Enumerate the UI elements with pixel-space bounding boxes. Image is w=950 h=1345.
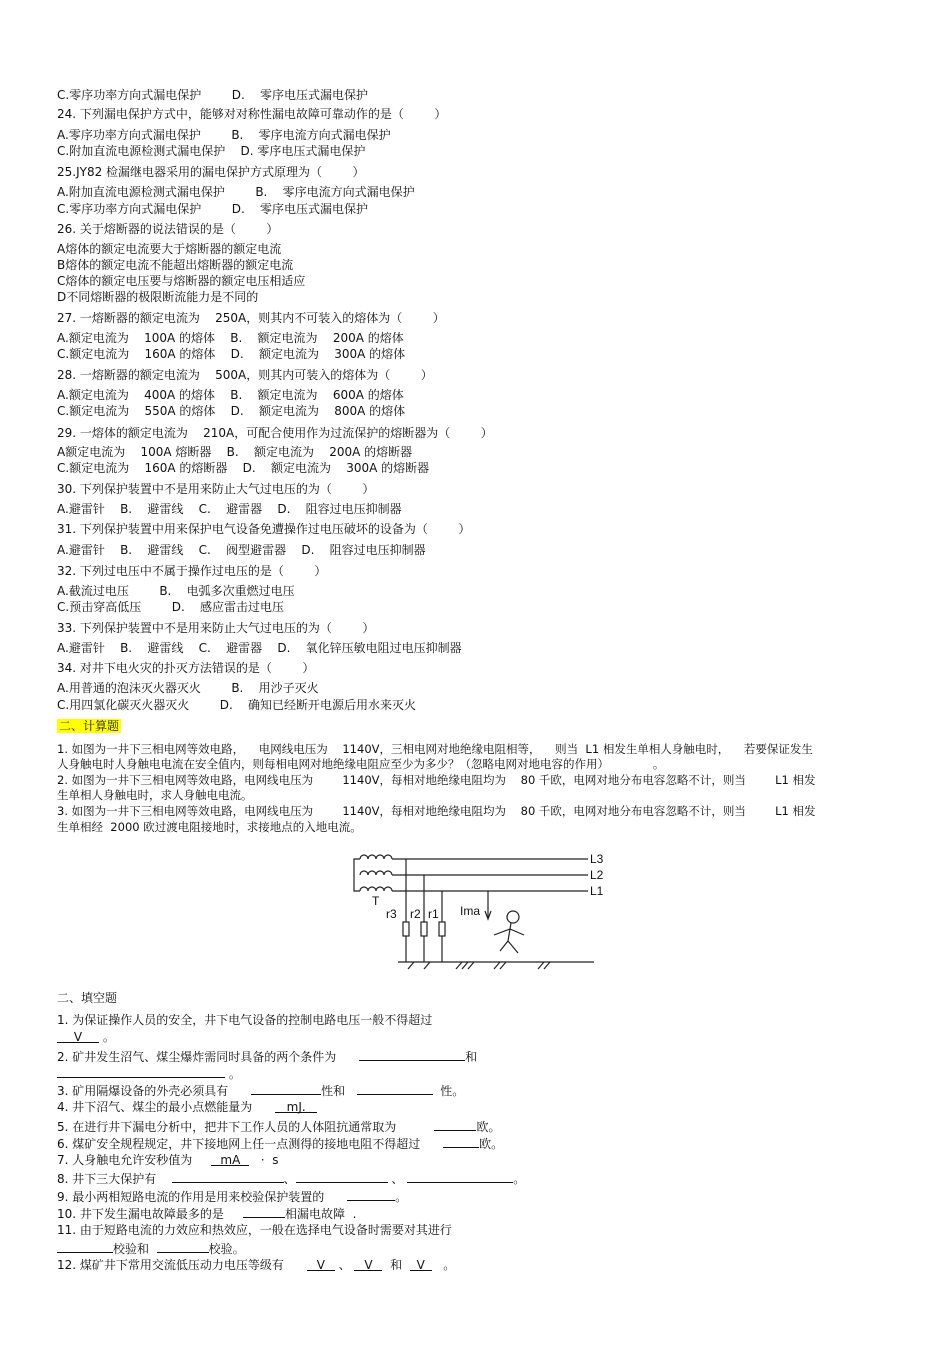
person-body [494,923,524,953]
option-line: C.预击穿高低压 D. 感应雷击过电压 [57,600,285,614]
blank[interactable] [157,1239,209,1253]
label-r1: r1 [428,907,439,921]
option-line: C.零序功率方向式漏电保护 D. 零序电压式漏电保护 [57,202,369,216]
option-line: C.用四氯化碳灭火器灭火 D. 确知已经断开电源后用水来灭火 [57,698,417,712]
calc-q2-line2: 生单相人身触电时，求人身触电电流。 [57,788,253,802]
blank[interactable] [359,1047,465,1061]
question-text: 2. 矿井发生沼气、煤尘爆炸需同时具备的两个条件为 [57,1050,337,1064]
option-line: C.额定电流为 550A 的熔体 D. 额定电流为 800A 的熔体 [57,404,406,418]
conj: 和 [465,1050,478,1064]
end: 。 [513,1172,526,1186]
fill-q8 [57,1169,525,1187]
question-31: 31. 下列保护装置中用来保护电气设备免遭操作过电压破坏的设备为（ ） [57,522,471,536]
neutral-link [354,859,360,891]
fill-q7 [57,1152,279,1168]
transformer-coil-1 [360,855,392,859]
question-text: 8. 井下三大保护有 [57,1172,157,1186]
question-text: 12. 煤矿井下常用交流低压动力电压等级有 [57,1258,284,1272]
blank[interactable] [307,1257,335,1271]
question-27: 27. 一熔断器的额定电流为 250A，则其内不可装入的熔体为（ ） [57,311,445,325]
question-text: 5. 在进行井下漏电分析中，把井下工作人员的人体阻抗通常取为 [57,1120,397,1134]
unit: V [364,1258,373,1272]
option-line: A熔体的额定电流要大于熔断器的额定电流 [57,242,282,256]
question-text: 10. 井下发生漏电故障最多的是 [57,1207,224,1221]
unit-s: s [272,1153,279,1167]
option-line: B熔体的额定电流不能超出熔断器的额定电流 [57,258,294,272]
unit: V [73,1030,83,1044]
fill-q4 [57,1099,317,1115]
option-line: A.附加直流电源检测式漏电保护 B. 零序电流方向式漏电保护 [57,185,415,199]
option-line: A.避雷针 B. 避雷线 C. 阀型避雷器 D. 阻容过电压抑制器 [57,543,426,557]
question-28: 28. 一熔断器的额定电流为 500A，则其内可装入的熔体为（ ） [57,368,433,382]
calc-q2-line1: 2. 如图为一井下三相电网等效电路，电网线电压为 1140V，每相对地绝缘电阻均为 80 千欧，电网对地分布电容忽略不计，则当 L1 相发 [57,773,816,787]
blank[interactable] [57,1064,225,1078]
label-L2: L2 [590,868,604,882]
blank[interactable] [172,1169,284,1183]
question-30: 30. 下列保护装置中不是用来防止大气过电压的为（ ） [57,482,375,496]
dot: · [260,1153,265,1167]
fill-q1: 1. 为保证操作人员的安全，井下电气设备的控制电路电压一般不得超过 [57,1013,433,1027]
blank[interactable] [407,1169,513,1183]
question-26: 26. 关于熔断器的说法错误的是（ ） [57,222,279,236]
fill-q11: 11. 由于短路电流的力效应和热效应，一般在选择电气设备时需要对其进行 [57,1223,452,1237]
option-line: A.截流过电压 B. 电弧多次重燃过电压 [57,584,295,598]
option-line: A.避雷针 B. 避雷线 C. 避雷器 D. 氧化锌压敏电阻过电压抑制器 [57,641,462,655]
blank[interactable] [57,1029,99,1043]
unit: V [316,1258,325,1272]
blank[interactable] [243,1204,285,1218]
label-L1: L1 [590,884,604,898]
question-34: 34. 对井下电火灾的扑灭方法错误的是（ ） [57,661,315,675]
mid: 性和 [321,1084,346,1098]
option-line: A.避雷针 B. 避雷线 C. 避雷器 D. 阻容过电压抑制器 [57,502,402,516]
fill-q6 [57,1134,503,1152]
blank[interactable] [434,1117,476,1131]
punct: 。 [102,1030,115,1044]
blank[interactable] [357,1081,433,1095]
blank[interactable] [347,1187,395,1201]
blank[interactable] [211,1152,249,1166]
calc-q1-line1: 1. 如图为一井下三相电网等效电路， 电网线电压为 1140V，三相电网对地绝缘电阻相等， 则当 L1 相发生单相人身触电时， 若要保证发生 [57,742,813,756]
fill-q1-answer [57,1029,115,1045]
transformer-coil-3 [360,887,392,891]
section-heading-fill: 二、填空题 [57,991,118,1005]
fill-q2-line2 [57,1064,241,1082]
section-heading-calc [57,718,121,734]
label-r3: r3 [386,907,397,921]
question-32: 32. 下列过电压中不属于操作过电压的是（ ） [57,564,327,578]
question-25: 25.JY82 检漏继电器采用的漏电保护方式原理为（ ） [57,165,365,179]
blank[interactable] [443,1134,479,1148]
end: 欧。 [479,1137,504,1151]
unit: mA [220,1153,241,1167]
question-text: 6. 煤矿安全规程规定，井下接地网上任一点测得的接地电阻不得超过 [57,1137,421,1151]
option-line: D不同熔断器的极限断流能力是不同的 [57,290,259,304]
option-line: C熔体的额定电压要与熔断器的额定电压相适应 [57,274,306,288]
unit: V [416,1258,425,1272]
option-line: A.零序功率方向式漏电保护 B. 零序电流方向式漏电保护 [57,128,391,142]
calc-q1-line2: 人身触电时人身触电电流在安全值内，则每相电网对地绝缘电阻应至少为多少？（忽略电网对地电容的作用） 。 [57,757,665,771]
fill-q2 [57,1047,477,1065]
sep: 、 [338,1258,351,1272]
conj: 和 [390,1258,403,1272]
option-line: A.额定电流为 400A 的熔体 B. 额定电流为 600A 的熔体 [57,388,404,402]
transformer-coil-2 [360,871,392,875]
dot: . [352,1207,357,1221]
question-24: 24. 下列漏电保护方式中，能够对对称性漏电故障可靠动作的是（ ） [57,107,447,121]
blank[interactable] [251,1081,321,1095]
calc-q3-line1: 3. 如图为一井下三相电网等效电路，电网线电压为 1140V，每相对地绝缘电阻均为 80 千欧，电网对地分布电容忽略不计，则当 L1 相发 [57,804,816,818]
sep: 、 [391,1172,404,1186]
circuit-diagram [350,845,610,975]
sep: 、 [283,1172,296,1186]
fill-q11-line2 [57,1239,245,1257]
blank[interactable] [296,1169,388,1183]
blank[interactable] [57,1239,113,1253]
option-line: C.额定电流为 160A 的熔体 D. 额定电流为 300A 的熔体 [57,347,406,361]
end: 。 [395,1190,408,1204]
question-text: 3. 矿用隔爆设备的外壳必须具有 [57,1084,229,1098]
fill-q9 [57,1187,407,1205]
question-33: 33. 下列保护装置中不是用来防止大气过电压的为（ ） [57,621,375,635]
option-line: A额定电流为 100A 熔断器 B. 额定电流为 200A 的熔断器 [57,445,413,459]
option-line: C.附加直流电源检测式漏电保护 D. 零序电压式漏电保护 [57,144,366,158]
mid: 校验和 [113,1242,150,1256]
calc-q3-line2: 生单相经 2000 欧过渡电阻接地时，求接地点的入地电流。 [57,820,362,834]
resistor-r2 [421,922,427,936]
question-text: 7. 人身触电允许安秒值为 [57,1153,193,1167]
option-line: A.额定电流为 100A 的熔体 B. 额定电流为 200A 的熔体 [57,331,404,345]
fill-q5 [57,1117,500,1135]
label-r2: r2 [410,907,421,921]
end: 校验。 [208,1242,245,1256]
question-text: 4. 井下沼气、煤尘的最小点燃能量为 [57,1100,253,1114]
option-line: C.零序功率方向式漏电保护 D. 零序电压式漏电保护 [57,88,369,102]
punct: 。 [228,1067,241,1081]
label-Ima: Ima [460,904,481,918]
unit: mJ. [286,1100,306,1114]
option-line: C.额定电流为 160A 的熔断器 D. 额定电流为 300A 的熔断器 [57,461,430,475]
fill-q12 [57,1257,455,1273]
question-29: 29. 一熔体的额定电流为 210A，可配合使用作为过流保护的熔断器为（ ） [57,426,493,440]
end: 。 [443,1258,456,1272]
label-T: T [372,894,380,908]
person-head [507,911,519,923]
end: 欧。 [476,1120,501,1134]
end: 相漏电故障 [284,1207,345,1221]
question-text: 9. 最小两相短路电流的作用是用来校验保护装置的 [57,1190,325,1204]
blank[interactable] [354,1257,382,1271]
resistor-r1 [439,922,445,936]
resistor-r3 [403,922,409,936]
end: 性。 [440,1084,465,1098]
fill-q10 [57,1204,356,1222]
option-line: A.用普通的泡沫灭火器灭火 B. 用沙子灭火 [57,681,319,695]
fill-q3 [57,1081,464,1099]
blank[interactable] [410,1257,432,1271]
highlighted-heading: 二、计算题 [59,719,120,733]
blank[interactable] [275,1099,317,1113]
label-L3: L3 [590,852,604,866]
